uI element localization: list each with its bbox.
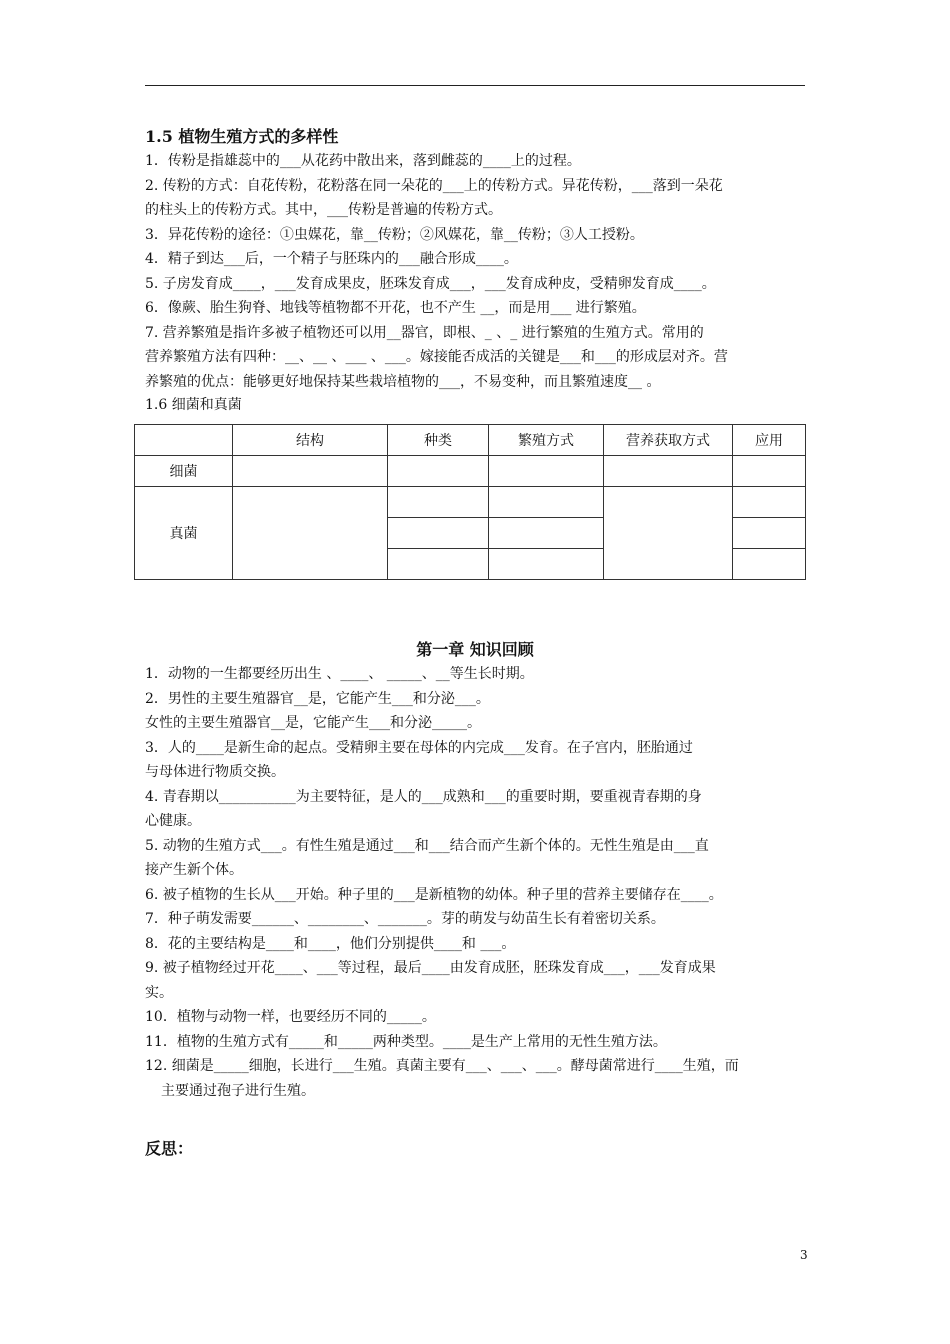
ch-line-7: 心健康。 xyxy=(145,813,201,829)
reflection-label: 反思： xyxy=(145,1139,194,1158)
table-header-row xyxy=(135,425,806,456)
section-1-5 xyxy=(145,124,815,416)
cell[interactable] xyxy=(233,456,388,487)
cell[interactable] xyxy=(388,456,489,487)
page-number: 3 xyxy=(800,1248,808,1262)
cell[interactable] xyxy=(489,456,604,487)
chapter-review xyxy=(145,637,815,1103)
cell[interactable] xyxy=(489,518,604,549)
chapter-title: 第一章 知识回顾 xyxy=(416,640,534,659)
ch-line-16: 11．植物的生殖方式有_____和_____两种类型。____是生产上常用的无性生殖方法。 xyxy=(145,1033,667,1050)
ch-line-18: 主要通过孢子进行生殖。 xyxy=(161,1082,315,1099)
ch-line-17: 12. 细菌是_____细胞，长进行___生殖。真菌主要有___、___、___。酵母菌常进行____生殖，而 xyxy=(145,1058,739,1074)
header-nutrition: 营养获取方式 xyxy=(604,425,733,456)
bacteria-fungi-table xyxy=(134,424,806,580)
cell[interactable] xyxy=(388,549,489,580)
section-1-5-title: 1.5 植物生殖方式的多样性 xyxy=(145,127,339,146)
cell[interactable] xyxy=(489,549,604,580)
cell[interactable] xyxy=(733,456,806,487)
cell[interactable] xyxy=(604,456,733,487)
ch-line-3: 女性的主要生殖器官__是，它能产生___和分泌_____。 xyxy=(145,715,481,731)
cell[interactable] xyxy=(733,518,806,549)
s15-line-5: 4．精子到达___后，一个精子与胚珠内的___融合形成____。 xyxy=(145,251,518,267)
table-row-bacteria xyxy=(135,456,806,487)
s15-line-4: 3．异花传粉的途径：①虫媒花，靠__传粉；②风媒花，靠__传粉；③人工授粉。 xyxy=(145,226,644,243)
table-row-fungi-1 xyxy=(135,487,806,518)
header-types: 种类 xyxy=(388,425,489,456)
ch-line-12: 8．花的主要结构是____和____，他们分别提供____和 ___。 xyxy=(145,935,516,952)
ch-line-15: 10．植物与动物一样，也要经历不同的_____。 xyxy=(145,1009,436,1025)
ch-line-13: 9. 被子植物经过开花____、___等过程，最后____由发育成胚，胚珠发育成___，___发育成果 xyxy=(145,960,716,976)
ch-line-6: 4. 青春期以___________为主要特征，是人的___成熟和___的重要时期，要重视青春期的身 xyxy=(145,788,702,805)
cell[interactable] xyxy=(733,549,806,580)
row-label-fungi: 真菌 xyxy=(135,487,233,580)
cell[interactable] xyxy=(233,487,388,580)
row-label-bacteria: 细菌 xyxy=(135,456,233,487)
s15-line-1: 1．传粉是指雄蕊中的___从花药中散出来，落到雌蕊的____上的过程。 xyxy=(145,153,581,169)
cell[interactable] xyxy=(489,487,604,518)
ch-line-14: 实。 xyxy=(145,984,173,1001)
s15-line-6: 5. 子房发育成____，___发育成果皮，胚珠发育成___，___发育成种皮，受精卵发育成____。 xyxy=(145,275,716,292)
header-structure: 结构 xyxy=(233,425,388,456)
cell[interactable] xyxy=(604,487,733,580)
ch-line-1: 1．动物的一生都要经历出生 、____、 _____、__等生长时期。 xyxy=(145,666,534,682)
cell[interactable] xyxy=(388,518,489,549)
s15-line-3: 的柱头上的传粉方式。其中，___传粉是普遍的传粉方式。 xyxy=(145,202,502,218)
ch-line-5: 与母体进行物质交换。 xyxy=(145,764,285,780)
header-reproduction: 繁殖方式 xyxy=(489,425,604,456)
header-blank xyxy=(135,425,233,456)
ch-line-4: 3．人的____是新生命的起点。受精卵主要在母体的内完成___发育。在子宫内，胚胎通过 xyxy=(145,739,693,756)
s15-line-10: 养繁殖的优点：能够更好地保持某些栽培植物的___，不易变种，而且繁殖速度__ 。 xyxy=(145,373,661,390)
cell[interactable] xyxy=(733,487,806,518)
cell[interactable] xyxy=(388,487,489,518)
section-1-6-title: 1.6 细菌和真菌 xyxy=(145,397,242,413)
ch-line-2: 2．男性的主要生殖器官__是，它能产生___和分泌___。 xyxy=(145,690,490,707)
ch-line-11: 7．种子萌发需要______、________、_______。芽的萌发与幼苗生长有着密切关系。 xyxy=(145,911,665,927)
header-application: 应用 xyxy=(733,425,806,456)
s15-line-8: 7. 营养繁殖是指许多被子植物还可以用__器官，即根、_ 、_ 进行繁殖的生殖方式。常用的 xyxy=(145,324,704,341)
s15-line-9: 营养繁殖方法有四种：__、__ 、___ 、___。嫁接能否成活的关键是___和___的形成层对齐。营 xyxy=(145,349,728,365)
s15-line-2: 2. 传粉的方式：自花传粉，花粉落在同一朵花的___上的传粉方式。异花传粉，___落到一朵花 xyxy=(145,177,723,194)
ch-line-9: 接产生新个体。 xyxy=(145,862,243,878)
ch-line-10: 6. 被子植物的生长从___开始。种子里的___是新植物的幼体。种子里的营养主要储存在____。 xyxy=(145,886,723,903)
ch-line-8: 5. 动物的生殖方式___。有性生殖是通过___和___结合而产生新个体的。无性生殖是由___直 xyxy=(145,837,709,854)
s15-line-7: 6．像蕨、胎生狗脊、地钱等植物都不开花，也不产生 __，而是用___ 进行繁殖。 xyxy=(145,300,646,316)
top-rule xyxy=(145,85,805,86)
